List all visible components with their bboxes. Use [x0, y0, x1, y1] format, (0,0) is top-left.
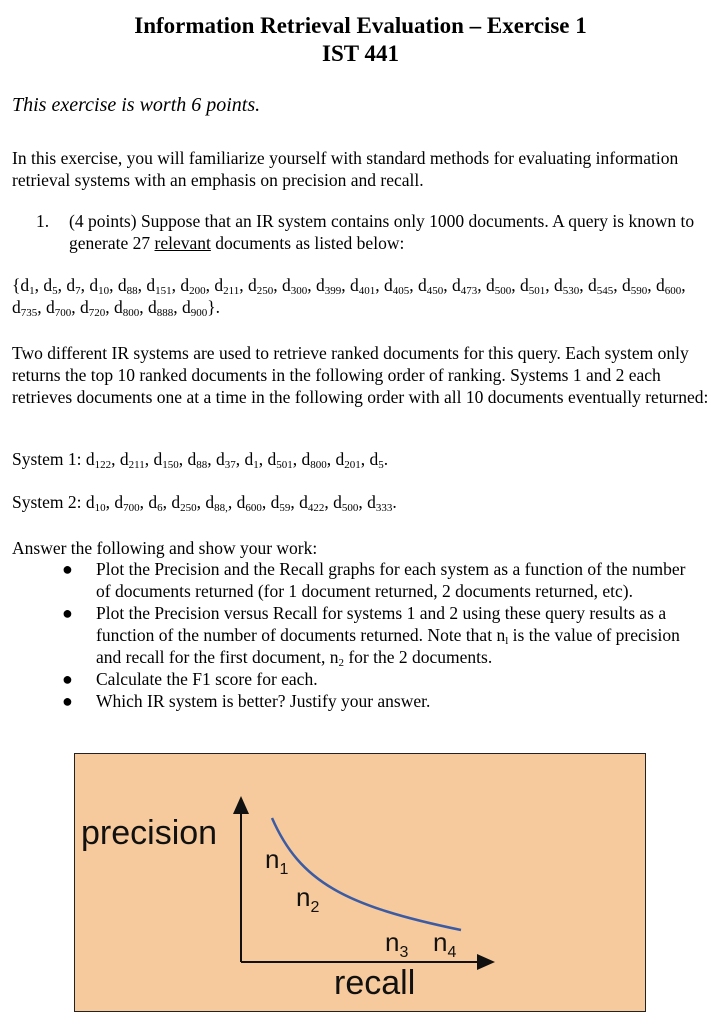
doc-id: $d_{600}$ — [656, 275, 682, 297]
points-note: This exercise is worth 6 points. — [12, 94, 261, 116]
doc-id: $d_{500}$ — [486, 275, 512, 297]
doc-id: $d_{720}$ — [80, 297, 106, 319]
pr-curve — [272, 818, 461, 930]
doc-id: $d_{888}$ — [148, 297, 174, 319]
doc-id: $d_{735}$ — [12, 297, 38, 319]
bullet-icon: ● — [62, 691, 73, 711]
doc-id: $d_{59}$ — [270, 492, 291, 514]
doc-id: $d_{250}$ — [171, 492, 197, 514]
doc-id: $d_{151}$ — [146, 275, 172, 297]
task-item: ● Which IR system is better? Justify your answer. — [62, 691, 431, 711]
doc-id: $d_5$ — [43, 275, 58, 297]
doc-id: $d_6$ — [148, 492, 163, 514]
doc-id: $d_{501}$ — [267, 449, 293, 471]
doc-id: $d_{545}$ — [588, 275, 614, 297]
y-axis-label: precision — [81, 814, 218, 852]
doc-id: $d_{201}$ — [335, 449, 361, 471]
doc-id: $d_{88}$ — [187, 449, 208, 471]
system-1-ranking: System 1: $d_{122}$, $d_{211}$, $d_{150}$, $d_{88}$, $d_{37}$, $d_1$, $d_{501}$, $d_{800}$, $d_{201}$, $d_5$. — [12, 449, 389, 471]
point-n3-label: $n_3$ — [385, 927, 409, 961]
doc-id: $d_{530}$ — [554, 275, 580, 297]
doc-id: $d_{590}$ — [622, 275, 648, 297]
x-axis-label: recall — [334, 964, 416, 1002]
doc-id: $d_{700}$ — [46, 297, 72, 319]
doc-id: $d_{250}$ — [248, 275, 274, 297]
point-n1-label: $n_1$ — [265, 844, 289, 878]
systems-paragraph: Two different IR systems are used to retrieve ranked documents for this query. Each system only returns the top 10 ranked documents in the following order of ranking. Systems 1 and 2 each retrieves documents one at a time in the following order with all 10 documents eventually returned: — [12, 343, 709, 407]
doc-id: $d_7$ — [66, 275, 81, 297]
doc-id: $d_{501}$ — [520, 275, 546, 297]
doc-id: $d_{122}$ — [85, 449, 112, 471]
system-label: System 2: — [12, 492, 86, 512]
doc-id: $d_{600}$ — [236, 492, 262, 514]
doc-id: $d_{88,}$ — [205, 492, 228, 514]
doc-id: $d_{450}$ — [418, 275, 444, 297]
doc-id: $d_{700}$ — [114, 492, 140, 514]
task-list — [50, 558, 700, 712]
doc-id: $d_{800}$ — [114, 297, 140, 319]
doc-id: $d_5$ — [369, 449, 384, 471]
course-code: IST 441 — [322, 41, 399, 66]
doc-id: $d_{300}$ — [282, 275, 308, 297]
doc-id: $d_{88}$ — [117, 275, 138, 297]
doc-id: $d_{800}$ — [301, 449, 327, 471]
doc-id: $d_{10}$ — [89, 275, 110, 297]
doc-id: $d_{37}$ — [216, 449, 236, 471]
answer-instructions: Answer the following and show your work: — [12, 538, 318, 558]
doc-id: $d_{900}$ — [182, 297, 208, 319]
question-number: 1. — [36, 211, 50, 231]
relevant-docs-list: {$d_1$, $d_5$, $d_7$, $d_{10}$, $d_{88}$, $d_{151}$, $d_{200}$, $d_{211}$, $d_{250}$, $d_{300}$, $d_{399}$, $d_{401}$, $d_{405}$, $d_{450}$, $d_{473}$, $d_{500}$, $d_{501}$, $d_{530}$, $d_{545}$, $d_{590}$, $d_{600}$, $d_{735}$, $d_{700}$, $d_{720}$, $d_{800}$, $d_{888}$, $d_{900}$}. — [12, 275, 686, 319]
doc-id: $d_{333}$ — [367, 492, 393, 514]
point-n4-label: $n_4$ — [433, 927, 457, 961]
precision-recall-figure — [74, 753, 646, 1012]
doc-id: $d_{473}$ — [452, 275, 478, 297]
system-2-ranking: System 2: $d_{10}$, $d_{700}$, $d_6$, $d_{250}$, $d_{88,}$, $d_{600}$, $d_{59}$, $d_{422}$, $d_{500}$, $d_{333}$. — [12, 492, 397, 514]
bullet-icon: ● — [62, 603, 73, 623]
doc-id: $d_{211}$ — [214, 275, 240, 297]
doc-id: $d_{399}$ — [316, 275, 342, 297]
doc-id: $d_{10}$ — [85, 492, 106, 514]
task-item: ● Plot the Precision versus Recall for systems 1 and 2 using these query results as a function of the number of documents returned. Note that $n_l$ is the value of precision and recall for the first document, $n_2$ for the 2 documents. — [62, 603, 680, 669]
doc-id: $d_{405}$ — [384, 275, 410, 297]
bullet-icon: ● — [62, 559, 73, 579]
doc-id: $d_{422}$ — [299, 492, 325, 514]
point-n2-label: $n_2$ — [296, 882, 320, 916]
intro-paragraph: In this exercise, you will familiarize yourself with standard methods for evaluating information retrieval systems with an emphasis on precision and recall. — [12, 148, 679, 190]
task-item: ● Calculate the F1 score for each. — [62, 669, 318, 689]
doc-id: $d_{211}$ — [119, 449, 145, 471]
doc-id: $d_1$ — [244, 449, 259, 471]
doc-id: $d_{200}$ — [180, 275, 206, 297]
system-label: System 1: — [12, 449, 86, 469]
relevant-underlined: relevant — [154, 233, 211, 253]
doc-id: $d_{500}$ — [333, 492, 359, 514]
task-item: ● Plot the Precision and the Recall graphs for each system as a function of the number of documents returned (for 1 document returned, 2 documents returned, etc). — [62, 559, 686, 601]
question-text: (4 points) Suppose that an IR system contains only 1000 documents. A query is known to generate 27 relevant documents as listed below: — [69, 211, 695, 253]
doc-id: $d_1$ — [20, 275, 35, 297]
page-title: Information Retrieval Evaluation – Exercise 1 — [134, 13, 587, 38]
bullet-icon: ● — [62, 669, 73, 689]
doc-id: $d_{401}$ — [350, 275, 376, 297]
doc-id: $d_{150}$ — [153, 449, 179, 471]
